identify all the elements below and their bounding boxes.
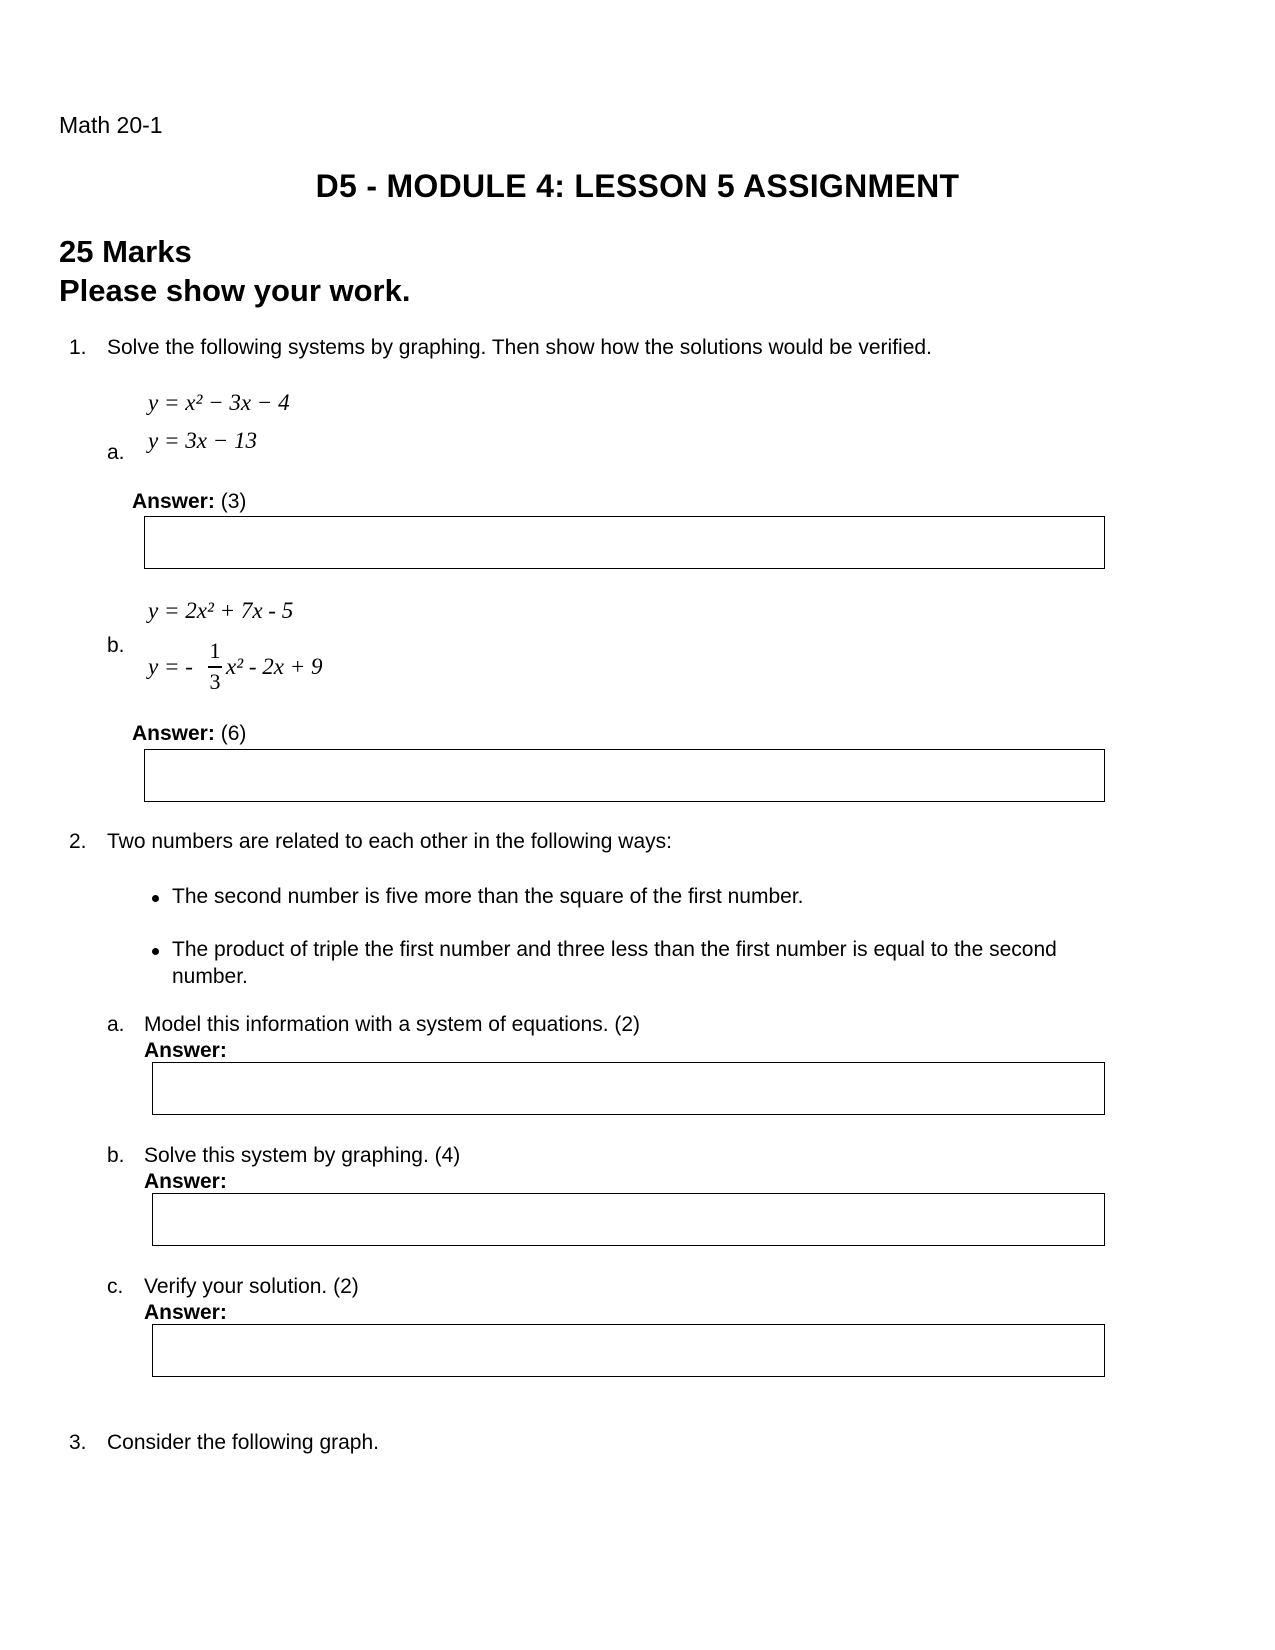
q2c-letter: c. (107, 1275, 124, 1298)
q1b-equation-1: y = 2x² + 7x - 5 (148, 598, 294, 623)
q2a-answer-label: Answer: (144, 1039, 227, 1062)
q2c-answer-label: Answer: (144, 1301, 227, 1324)
q1a-answer-label: Answer: (132, 490, 215, 513)
question-2-number: 2. (69, 830, 87, 853)
q2b-answer-label: Answer: (144, 1170, 227, 1193)
q1a-marks: (3) (220, 490, 247, 513)
q2b-answer-label-row (144, 1170, 227, 1194)
q2b-answer-box[interactable] (152, 1193, 1105, 1246)
q1a-answer-box[interactable] (144, 516, 1105, 569)
q1b-answer-label: Answer: (132, 722, 215, 745)
q1b-fraction-denominator: 3 (209, 669, 221, 694)
q1b-answer-box[interactable] (144, 749, 1105, 802)
total-marks: 25 Marks (59, 234, 192, 269)
q1b-fraction-bar (208, 666, 222, 668)
q2b-text: Solve this system by graphing. (4) (144, 1144, 461, 1167)
q2-bullet-1 (152, 883, 1132, 910)
q2-bullet-2-text: The product of triple the first number and three less than the first number is equal to the second number. (172, 938, 1057, 988)
q2a-answer-box[interactable] (152, 1062, 1105, 1115)
q2c-answer-label-row (144, 1301, 227, 1325)
q1b-answer-label-row (132, 722, 246, 746)
work-instruction: Please show your work. (59, 273, 411, 308)
q2a-letter: a. (107, 1013, 125, 1036)
question-1-number: 1. (69, 336, 87, 359)
q1b-eq2-prefix: y = - (148, 654, 193, 679)
q2c-answer-box[interactable] (152, 1324, 1105, 1377)
q1b-eq2-suffix: x² - 2x + 9 (226, 654, 323, 679)
question-1-text: Solve the following systems by graphing. Then show how the solutions would be verified. (107, 336, 932, 359)
q2a-answer-label-row (144, 1039, 227, 1063)
q1a-answer-label-row (132, 490, 246, 514)
q2a-text: Model this information with a system of equations. (2) (144, 1013, 641, 1036)
q2b-letter: b. (107, 1144, 125, 1167)
q1a-equation-1: y = x² − 3x − 4 (148, 390, 290, 415)
question-3-number: 3. (69, 1431, 87, 1454)
q2c-text: Verify your solution. (2) (144, 1275, 359, 1298)
q1a-letter: a. (107, 441, 125, 464)
bullet-dot (152, 948, 159, 955)
page-title: D5 - MODULE 4: LESSON 5 ASSIGNMENT (315, 168, 960, 204)
bullet-dot (152, 895, 159, 902)
question-3-text: Consider the following graph. (107, 1431, 379, 1454)
q1a-equation-2: y = 3x − 13 (148, 428, 257, 453)
q1b-letter: b. (107, 634, 125, 657)
question-2-text: Two numbers are related to each other in the following ways: (107, 830, 672, 853)
marks-block (59, 232, 410, 310)
q2-bullet-2 (152, 936, 1132, 990)
q1b-marks: (6) (220, 722, 247, 745)
q2-bullet-1-text: The second number is five more than the square of the first number. (172, 885, 804, 908)
q1b-equation-2 (148, 638, 368, 698)
course-name: Math 20-1 (59, 112, 163, 138)
q1b-fraction-numerator: 1 (209, 638, 221, 663)
